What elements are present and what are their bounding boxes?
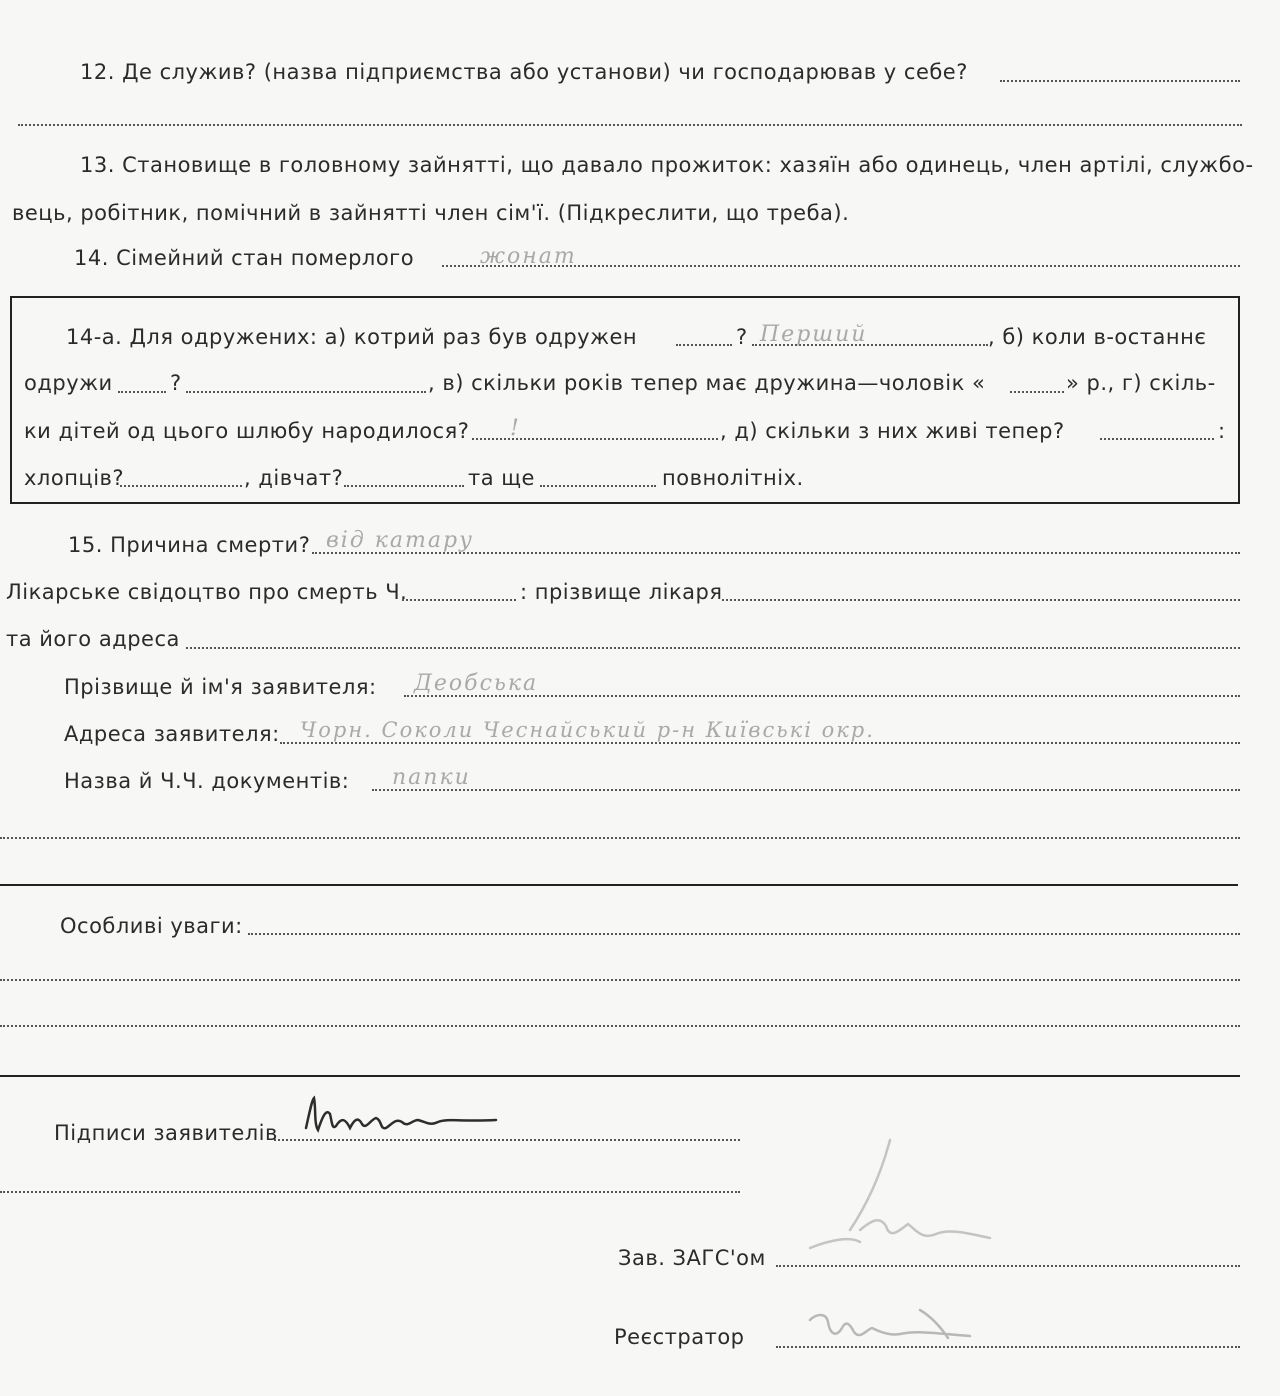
- question-12-answer-line-2: [18, 124, 1242, 126]
- question-14a-boys-label: хлопців?: [24, 466, 125, 490]
- question-14a-adults-line: [540, 485, 656, 487]
- question-14a-girls-line: [344, 485, 464, 487]
- question-14a-line-3-end: :: [1218, 419, 1226, 443]
- question-12-answer-line: [1000, 80, 1240, 82]
- registry-head-label: Зав. ЗАГС'ом: [618, 1246, 766, 1270]
- question-14-label: 14. Сімейний стан померлого: [74, 246, 415, 270]
- section-divider-2: [0, 1075, 1240, 1077]
- doctor-surname-label: : прізвище лікаря: [520, 580, 723, 604]
- documents-line: [372, 789, 1240, 791]
- applicant-address-handwritten: Чорн. Соколи Чеснайський р-н Київські окр.: [300, 718, 875, 742]
- remarks-line-1: [248, 933, 1240, 935]
- applicants-signature-label: Підписи заявителів: [54, 1121, 278, 1145]
- question-13-line-2: вець, робітник, помічний в зайнятті член сім'ї. (Підкреслити, що треба).: [12, 201, 850, 225]
- question-14a-line-3-middle: , д) скільки з них живі тепер?: [720, 419, 1065, 443]
- documents-handwritten: папки: [392, 765, 471, 790]
- question-14a-line-1-end: , б) коли в-останнє: [988, 325, 1207, 349]
- question-14a-handwritten-value: Перший: [760, 322, 868, 347]
- question-14a-spouse-age-line: [1010, 391, 1064, 393]
- applicant-address-label: Адреса заявителя:: [64, 722, 280, 746]
- applicants-signature-line-2: [0, 1191, 740, 1193]
- question-14-handwritten-value: жонат: [480, 244, 577, 269]
- question-12-label: 12. Де служив? (назва підприємства або установи) чи господарював у себе?: [80, 60, 968, 84]
- question-13-line-1: 13. Становище в головному зайнятті, що давало прожиток: хазяїн або одинець, член артілі, службо-: [80, 153, 1254, 177]
- question-15-handwritten-value: від катару: [326, 528, 474, 553]
- doctor-address-label: та його адреса: [6, 627, 180, 651]
- documents-label: Назва й Ч.Ч. документів:: [64, 769, 350, 793]
- applicant-name-label: Прізвище й ім'я заявителя:: [64, 675, 377, 699]
- remarks-label: Особливі уваги:: [60, 914, 243, 938]
- doctor-certificate-number-line: [402, 599, 516, 601]
- question-14a-more-label: та ще: [468, 466, 535, 490]
- question-14a-line-2-end: » р., г) скіль-: [1066, 371, 1216, 395]
- question-14a-girls-label: , дівчат?: [244, 466, 344, 490]
- applicant-address-line: [280, 742, 1240, 744]
- question-14a-line-1: 14-а. Для одружених: а) котрий раз був одружен: [66, 325, 638, 349]
- question-14a-line-2-start: одружи: [24, 371, 113, 395]
- question-14a-children-born-line: [472, 438, 718, 440]
- remarks-line-3: [0, 1025, 1240, 1027]
- registrar-label: Реєстратор: [614, 1325, 745, 1349]
- question-14a-qmark-1: ?: [736, 325, 748, 349]
- remarks-line-2: [0, 979, 1240, 981]
- registry-head-signature: [790, 1130, 1010, 1270]
- documents-line-2: [0, 837, 1240, 839]
- question-14a-children-born-mark: !: [510, 416, 521, 441]
- question-14a-adults-label: повнолітніх.: [662, 466, 804, 490]
- applicant-name-handwritten: Деобська: [414, 671, 539, 696]
- registrar-signature: [780, 1300, 980, 1360]
- question-14a-qmark-2: ?: [170, 371, 182, 395]
- doctor-surname-line: [722, 599, 1240, 601]
- question-14a-marriage-count-line: [676, 344, 732, 346]
- question-14a-children-alive-line: [1100, 438, 1214, 440]
- question-14a-line-2-middle: , в) скільки років тепер має дружина—чоловік «: [428, 371, 986, 395]
- doctor-certificate-label: Лікарське свідоцтво про смерть Ч.: [6, 580, 408, 604]
- question-14a-last-married-line: [118, 391, 166, 393]
- question-14a-boys-line: [120, 485, 242, 487]
- applicant-signature: [296, 1090, 506, 1150]
- question-14a-line-3-start: ки дітей од цього шлюбу народилося?: [24, 419, 470, 443]
- question-15-label: 15. Причина смерти?: [68, 533, 311, 557]
- doctor-address-line: [186, 647, 1240, 649]
- section-divider-1: [0, 884, 1238, 886]
- question-14a-last-married-answer-line: [186, 391, 426, 393]
